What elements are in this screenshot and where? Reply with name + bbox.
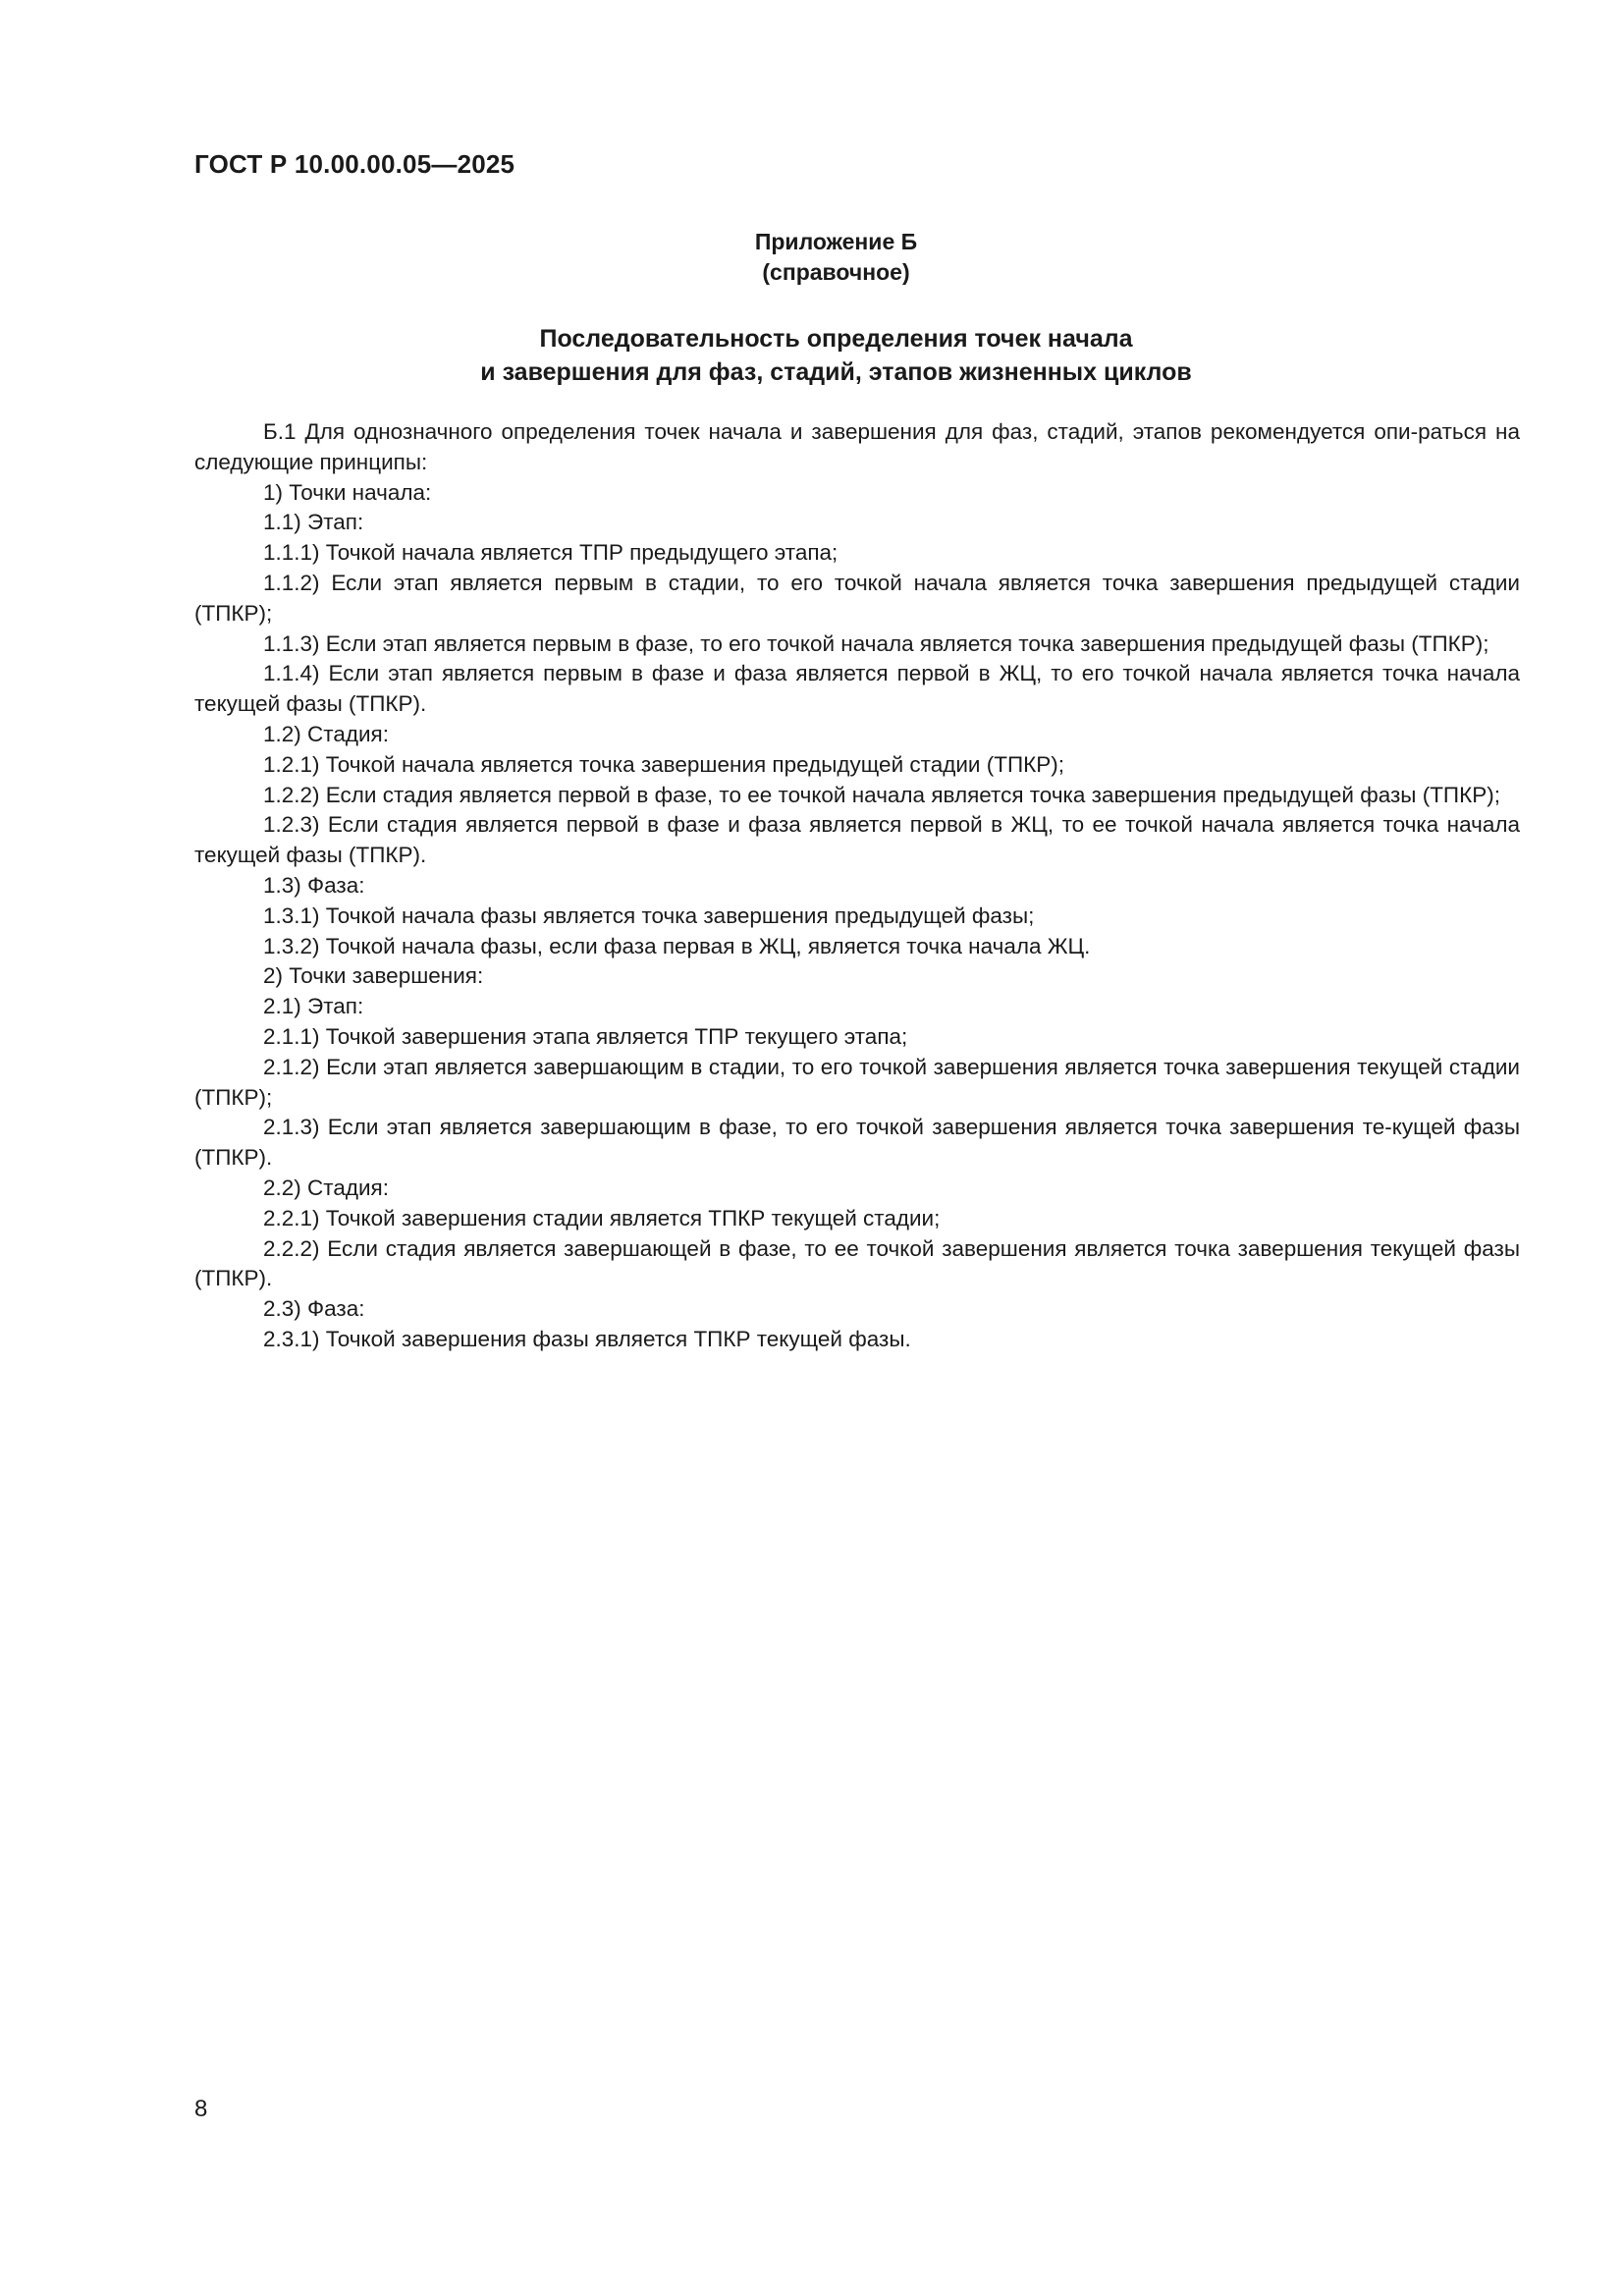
paragraph-end-points: 2) Точки завершения: [263, 963, 484, 989]
appendix-label: Приложение Б [754, 229, 918, 254]
paragraph-2-1: 2.1) Этап: [263, 994, 364, 1019]
section-title [0, 322, 1623, 389]
paragraph-1-1-4: 1.1.4) Если этап является первым в фазе и фаза является первой в ЖЦ, то его точкой начала является точка начала текущей фазы (ТПКР). [194, 661, 1520, 717]
section-title-line-1: Последовательность определения точек начала [539, 325, 1133, 353]
paragraph-1-2-1: 1.2.1) Точкой начала является точка завершения предыдущей стадии (ТПКР); [263, 751, 1064, 777]
paragraph-2-1-1: 2.1.1) Точкой завершения этапа является ТПР текущего этапа; [263, 1023, 908, 1049]
paragraph-start-points: 1) Точки начала: [263, 479, 432, 505]
paragraph-1-3-1: 1.3.1) Точкой начала фазы является точка завершения предыдущей фазы; [263, 902, 1035, 928]
paragraph-1-1-2: 1.1.2) Если этап является первым в стадии, то его точкой начала является точка завершения предыдущей стадии (ТПКР); [194, 570, 1520, 626]
page-number: 8 [194, 2096, 208, 2122]
paragraph-2-2: 2.2) Стадия: [263, 1175, 389, 1200]
paragraph-2-1-2: 2.1.2) Если этап является завершающим в стадии, то его точкой завершения является точка завершения текущей стадии (ТПКР); [194, 1054, 1520, 1110]
paragraph-intro: Б.1 Для однозначного определения точек начала и завершения для фаз, стадий, этапов рекомендуется опи-ратьcя на следующие принципы: [194, 419, 1520, 474]
body-text [194, 417, 1520, 1355]
appendix-heading [0, 227, 1623, 288]
paragraph-2-2-1: 2.2.1) Точкой завершения стадии является ТПКР текущей стадии; [263, 1205, 941, 1230]
paragraph-2-3: 2.3) Фаза: [263, 1296, 365, 1322]
appendix-type: (справочное) [762, 259, 910, 285]
paragraph-2-1-3: 2.1.3) Если этап является завершающим в фазе, то его точкой завершения является точка завершения те-кущей фазы (ТПКР). [194, 1115, 1520, 1171]
paragraph-1-3: 1.3) Фаза: [263, 872, 365, 898]
paragraph-1-2: 1.2) Стадия: [263, 721, 389, 746]
section-title-line-2: и завершения для фаз, стадий, этапов жизненных циклов [480, 358, 1192, 386]
document-code-header: ГОСТ Р 10.00.00.05—2025 [194, 149, 515, 179]
paragraph-1-1: 1.1) Этап: [263, 510, 364, 535]
paragraph-1-2-2: 1.2.2) Если стадия является первой в фазе, то ее точкой начала является точка завершения предыдущей фазы (ТПКР); [263, 782, 1500, 807]
paragraph-1-2-3: 1.2.3) Если стадия является первой в фазе и фаза является первой в ЖЦ, то ее точкой начала является точка начала текущей фазы (ТПКР). [194, 812, 1520, 868]
paragraph-1-1-1: 1.1.1) Точкой начала является ТПР предыдущего этапа; [263, 540, 839, 566]
paragraph-2-2-2: 2.2.2) Если стадия является завершающей в фазе, то ее точкой завершения является точка завершения текущей фазы (ТПКР). [194, 1235, 1520, 1291]
paragraph-1-1-3: 1.1.3) Если этап является первым в фазе, то его точкой начала является точка завершения предыдущей фазы (ТПКР); [263, 630, 1489, 656]
paragraph-1-3-2: 1.3.2) Точкой начала фазы, если фаза первая в ЖЦ, является точка начала ЖЦ. [263, 933, 1091, 958]
paragraph-2-3-1: 2.3.1) Точкой завершения фазы является ТПКР текущей фазы. [263, 1326, 911, 1351]
